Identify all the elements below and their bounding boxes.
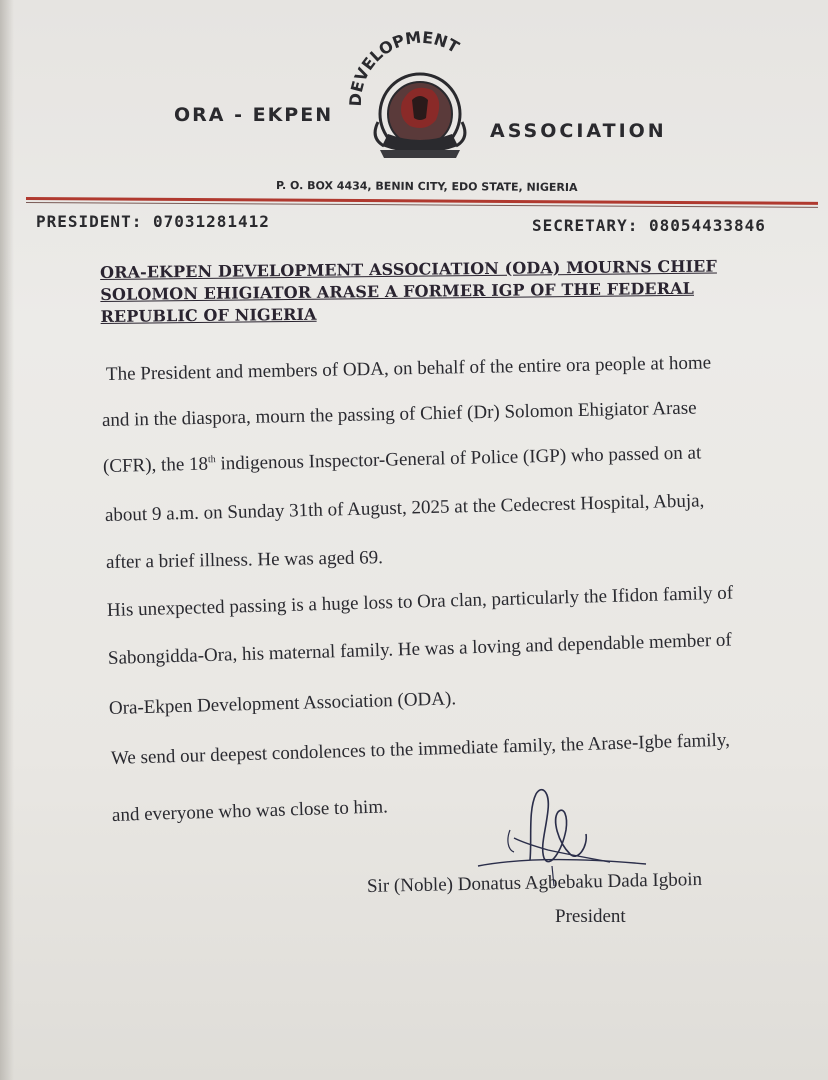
page-shadow [0,0,14,1080]
title-line-1: ORA-EKPEN DEVELOPMENT ASSOCIATION (ODA) MOURNS CHIEF [100,256,717,282]
p1-line3-superscript: th [207,454,216,466]
postal-address: P. O. BOX 4434, BENIN CITY, EDO STATE, NIGERIA [275,178,578,195]
paragraph-2-line-2: Sabongidda-Ora, his maternal family. He was a loving and dependable member of [107,629,733,669]
paragraph-1-line-1: The President and members of ODA, on behalf of the entire ora people at home [105,352,712,385]
paragraph-1-line-4: about 9 a.m. on Sunday 31th of August, 2025 at the Cedecrest Hospital, Abuja, [104,490,705,526]
secretary-contact: SECRETARY: 08054433846 [532,216,766,235]
p1-line3-end: indigenous Inspector-General of Police (IGP) who passed on at [215,442,702,475]
paragraph-1-line-3 [103,442,702,478]
paragraph-2-line-1: His unexpected passing is a huge loss to Ora clan, particularly the Ifidon family of [106,582,734,621]
signatory-role: President [555,906,626,927]
paragraph-2-line-3: Ora-Ekpen Development Association (ODA). [108,688,457,719]
paragraph-3-line-1: We send our deepest condolences to the immediate family, the Arase-Igbe family, [110,729,731,769]
title-line-3: REPUBLIC OF NIGERIA [100,304,317,326]
paragraph-1-line-2: and in the diaspora, mourn the passing of Chief (Dr) Solomon Ehigiator Arase [101,397,697,431]
logo-arc-text: DEVELOPMENT [345,27,463,107]
signatory-name: Sir (Noble) Donatus Agbebaku Dada Igboin [366,868,703,897]
letterhead-org-right: ASSOCIATION [490,120,667,142]
p1-line3-start: (CFR), the 18 [102,453,209,477]
paragraph-3-line-2: and everyone who was close to him. [111,796,389,826]
title-line-2: SOLOMON EHIGIATOR ARASE A FORMER IGP OF THE FEDERAL [100,278,695,304]
president-contact: PRESIDENT: 07031281412 [36,212,270,231]
letterhead-org-left: ORA - EKPEN [174,104,334,126]
association-logo [340,22,500,182]
paragraph-1-line-5: after a brief illness. He was aged 69. [105,547,384,573]
letter-title [100,255,791,328]
